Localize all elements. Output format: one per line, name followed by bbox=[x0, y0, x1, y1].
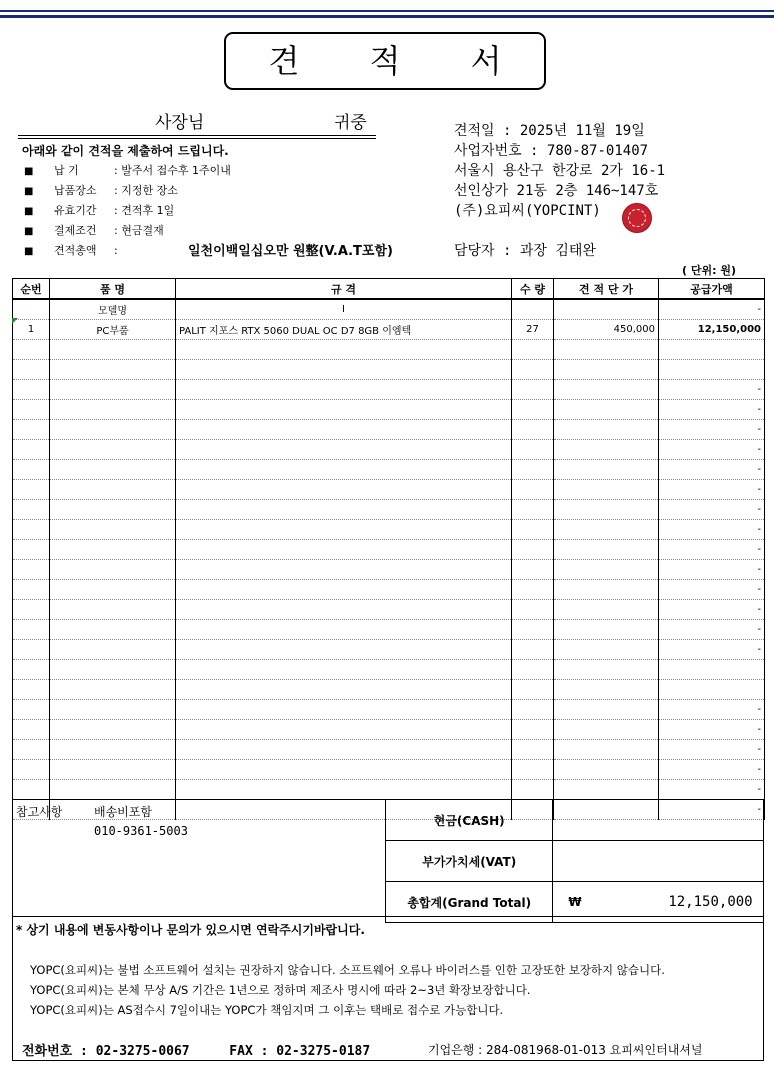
cell-price bbox=[554, 620, 659, 640]
cell-qty bbox=[512, 380, 554, 400]
cell-qty bbox=[512, 440, 554, 460]
cell-supply: - bbox=[659, 700, 765, 720]
table-row bbox=[13, 540, 765, 560]
cell-no bbox=[13, 580, 50, 600]
table-row bbox=[13, 440, 765, 460]
cell-no bbox=[13, 440, 50, 460]
policy-line-2: YOPC(요피씨)는 본체 무상 A/S 기간은 1년으로 정하며 제조사 명시에 따라 2~3년 확장보장합니다. bbox=[30, 983, 531, 997]
cell-item bbox=[50, 560, 176, 580]
cell-spec bbox=[176, 560, 512, 580]
address-line-2: 선인상가 21동 2층 146~147호 bbox=[454, 183, 659, 199]
table-row bbox=[13, 480, 765, 500]
cell-item: PC부품 bbox=[50, 320, 176, 340]
cell-price bbox=[554, 520, 659, 540]
cell-no bbox=[13, 540, 50, 560]
footer-bank: 기업은행 : 284-081968-01-013 요피씨인터내셔널 bbox=[428, 1043, 703, 1057]
cell-price bbox=[554, 680, 659, 700]
cell-spec bbox=[176, 400, 512, 420]
cell-marker-icon bbox=[12, 318, 18, 324]
cell-price bbox=[554, 640, 659, 660]
cell-spec bbox=[176, 680, 512, 700]
cell-supply: - bbox=[659, 800, 765, 820]
policy-line-1: YOPC(요피씨)는 불법 소프트웨어 설치는 권장하지 않습니다. 소프트웨어 오류나 바이러스를 인한 고장또한 보장하지 않습니다. bbox=[30, 963, 665, 977]
cell-price bbox=[554, 400, 659, 420]
cell-item bbox=[50, 600, 176, 620]
cash-value bbox=[553, 800, 764, 841]
vat-value bbox=[553, 841, 764, 882]
footer-contact bbox=[22, 1040, 370, 1059]
term-total: ■ 견적총액 : bbox=[24, 244, 118, 257]
cell-item: 모델명 bbox=[50, 299, 176, 320]
cell-qty bbox=[512, 500, 554, 520]
cell-no bbox=[13, 400, 50, 420]
table-row bbox=[13, 460, 765, 480]
cell-spec bbox=[176, 620, 512, 640]
recipient-name: 사장님 bbox=[155, 113, 205, 133]
cell-supply: - bbox=[659, 420, 765, 440]
cell-qty bbox=[512, 640, 554, 660]
square-bullet-icon: ■ bbox=[24, 186, 34, 197]
notice-text: * 상기 내용에 변동사항이나 문의가 있으시면 연락주시기바랍니다. bbox=[16, 923, 365, 937]
table-row bbox=[13, 760, 765, 780]
square-bullet-icon: ■ bbox=[24, 166, 34, 177]
cell-supply: - bbox=[659, 620, 765, 640]
footer-rule bbox=[12, 1060, 764, 1061]
recipient-underline-2 bbox=[18, 138, 376, 139]
table-row bbox=[13, 780, 765, 800]
cell-supply bbox=[659, 660, 765, 680]
cell-supply: - bbox=[659, 520, 765, 540]
term-payment: ■ 결제조건 : 현금결재 bbox=[24, 224, 164, 237]
square-bullet-icon: ■ bbox=[24, 246, 34, 257]
cell-no bbox=[13, 380, 50, 400]
col-price: 견 적 단 가 bbox=[554, 279, 659, 300]
cell-supply bbox=[659, 680, 765, 700]
table-row bbox=[13, 299, 765, 320]
cell-qty bbox=[512, 520, 554, 540]
cell-spec bbox=[176, 760, 512, 780]
cell-item bbox=[50, 480, 176, 500]
cell-no bbox=[13, 520, 50, 540]
cell-no bbox=[13, 740, 50, 760]
table-row bbox=[13, 500, 765, 520]
table-row bbox=[13, 580, 765, 600]
cell-price bbox=[554, 480, 659, 500]
quote-table bbox=[12, 278, 765, 820]
col-item: 품 명 bbox=[50, 279, 176, 300]
cash-label: 현금(CASH) bbox=[386, 800, 553, 841]
cell-qty bbox=[512, 560, 554, 580]
cell-spec: PALIT 지포스 RTX 5060 DUAL OC D7 8GB 이엠텍 bbox=[176, 320, 512, 340]
cell-qty bbox=[512, 740, 554, 760]
cell-spec bbox=[176, 640, 512, 660]
table-row bbox=[13, 600, 765, 620]
cell-qty bbox=[512, 760, 554, 780]
cell-supply: - bbox=[659, 580, 765, 600]
top-rule-thick bbox=[0, 15, 774, 18]
table-row bbox=[13, 700, 765, 720]
cell-price bbox=[554, 760, 659, 780]
cell-spec bbox=[176, 600, 512, 620]
company-seal-icon bbox=[622, 203, 652, 233]
cell-qty bbox=[512, 620, 554, 640]
cell-item bbox=[50, 680, 176, 700]
cell-price bbox=[554, 700, 659, 720]
cell-qty bbox=[512, 600, 554, 620]
notes-label: 참고사항 bbox=[16, 805, 63, 819]
cell-price bbox=[554, 540, 659, 560]
cell-spec bbox=[176, 500, 512, 520]
cell-item bbox=[50, 640, 176, 660]
table-row bbox=[13, 660, 765, 680]
cell-supply: - bbox=[659, 600, 765, 620]
cell-no bbox=[13, 460, 50, 480]
cell-spec bbox=[176, 340, 512, 360]
cell-qty bbox=[512, 700, 554, 720]
cell-price bbox=[554, 460, 659, 480]
cell-price bbox=[554, 780, 659, 800]
cell-supply: - bbox=[659, 480, 765, 500]
table-row bbox=[13, 720, 765, 740]
cell-spec bbox=[176, 780, 512, 800]
cell-qty bbox=[512, 780, 554, 800]
intro-text: 아래와 같이 견적을 제출하여 드립니다. bbox=[22, 144, 229, 158]
cell-qty bbox=[512, 580, 554, 600]
vat-label: 부가가치세(VAT) bbox=[386, 841, 553, 882]
table-row bbox=[13, 420, 765, 440]
square-bullet-icon: ■ bbox=[24, 226, 34, 237]
cell-no bbox=[13, 299, 50, 320]
cell-price bbox=[554, 380, 659, 400]
cell-no bbox=[13, 720, 50, 740]
contact-person: 담당자 : 과장 김태완 bbox=[454, 243, 596, 259]
notes-text: 배송비포함 bbox=[94, 805, 152, 819]
cell-price bbox=[554, 560, 659, 580]
table-row bbox=[13, 620, 765, 640]
cell-price bbox=[554, 299, 659, 320]
cell-spec bbox=[176, 740, 512, 760]
cell-qty bbox=[512, 340, 554, 360]
cell-qty bbox=[512, 480, 554, 500]
cell-no bbox=[13, 340, 50, 360]
cell-item bbox=[50, 420, 176, 440]
cell-item bbox=[50, 440, 176, 460]
cell-supply bbox=[659, 360, 765, 380]
cell-supply: - bbox=[659, 460, 765, 480]
cell-item bbox=[50, 580, 176, 600]
cell-no bbox=[13, 660, 50, 680]
cell-price bbox=[554, 500, 659, 520]
cell-no bbox=[13, 600, 50, 620]
cell-supply: - bbox=[659, 400, 765, 420]
notes-phone: 010-9361-5003 bbox=[94, 824, 188, 838]
cell-item bbox=[50, 520, 176, 540]
table-row bbox=[13, 360, 765, 380]
cell-item bbox=[50, 400, 176, 420]
cell-no bbox=[13, 640, 50, 660]
cell-supply: 12,150,000 bbox=[659, 320, 765, 340]
cell-spec bbox=[176, 580, 512, 600]
cell-supply: - bbox=[659, 560, 765, 580]
cell-qty bbox=[512, 400, 554, 420]
cell-item bbox=[50, 720, 176, 740]
cell-supply: - bbox=[659, 540, 765, 560]
cell-price bbox=[554, 340, 659, 360]
col-spec: 규 격 bbox=[176, 279, 512, 300]
cell-no bbox=[13, 700, 50, 720]
table-row bbox=[13, 680, 765, 700]
term-validity: ■ 유효기간 : 견적후 1일 bbox=[24, 204, 175, 217]
term-place: ■ 납품장소 : 지정한 장소 bbox=[24, 184, 178, 197]
grand-total-label: 총합계(Grand Total) bbox=[386, 882, 553, 923]
cell-item bbox=[50, 620, 176, 640]
business-number: 사업자번호 : 780-87-01407 bbox=[454, 143, 649, 159]
cell-spec bbox=[176, 460, 512, 480]
cell-item bbox=[50, 660, 176, 680]
recipient-honorific: 귀중 bbox=[334, 113, 367, 133]
cell-no bbox=[13, 780, 50, 800]
col-no: 순번 bbox=[13, 279, 50, 300]
document-title: 견 적 서 bbox=[224, 32, 546, 90]
cell-supply: - bbox=[659, 380, 765, 400]
cell-price bbox=[554, 660, 659, 680]
unit-label: ( 단위: 원) bbox=[682, 264, 736, 277]
table-row bbox=[13, 740, 765, 760]
cell-qty bbox=[512, 299, 554, 320]
cell-no bbox=[13, 680, 50, 700]
cell-price bbox=[554, 580, 659, 600]
col-supply: 공급가액 bbox=[659, 279, 765, 300]
cell-item bbox=[50, 500, 176, 520]
cell-qty bbox=[512, 660, 554, 680]
cell-spec bbox=[176, 480, 512, 500]
cell-item bbox=[50, 760, 176, 780]
cell-supply: - bbox=[659, 740, 765, 760]
totals-table bbox=[385, 799, 764, 923]
cell-supply bbox=[659, 340, 765, 360]
footer-fax: FAX : 02-3275-0187 bbox=[229, 1044, 371, 1059]
cell-no: 1 bbox=[13, 320, 50, 340]
cell-spec bbox=[176, 660, 512, 680]
cell-item bbox=[50, 700, 176, 720]
cell-price bbox=[554, 720, 659, 740]
footer-phone: 전화번호 : 02-3275-0067 bbox=[22, 1044, 190, 1059]
cell-no bbox=[13, 480, 50, 500]
cell-price: 450,000 bbox=[554, 320, 659, 340]
cell-price bbox=[554, 440, 659, 460]
term-delivery: ■ 납 기 : 발주서 접수후 1주이내 bbox=[24, 164, 231, 177]
address-line-1: 서울시 용산구 한강로 2가 16-1 bbox=[454, 163, 666, 179]
cell-no bbox=[13, 560, 50, 580]
cell-no bbox=[13, 420, 50, 440]
square-bullet-icon: ■ bbox=[24, 206, 34, 217]
cell-price bbox=[554, 600, 659, 620]
cell-qty: 27 bbox=[512, 320, 554, 340]
cell-item bbox=[50, 380, 176, 400]
table-row bbox=[13, 640, 765, 660]
cell-supply: - bbox=[659, 720, 765, 740]
cell-supply: - bbox=[659, 760, 765, 780]
amount-in-words: 일천이백일십오만 원整(V.A.T포함) bbox=[188, 244, 393, 259]
cell-qty bbox=[512, 680, 554, 700]
table-row bbox=[13, 340, 765, 360]
cell-item bbox=[50, 740, 176, 760]
cell-price bbox=[554, 360, 659, 380]
cell-item bbox=[50, 540, 176, 560]
cell-no bbox=[13, 620, 50, 640]
cell-item bbox=[50, 460, 176, 480]
cell-price bbox=[554, 740, 659, 760]
cell-price bbox=[554, 420, 659, 440]
cell-spec bbox=[176, 380, 512, 400]
cell-qty bbox=[512, 720, 554, 740]
won-currency-icon: ₩ bbox=[568, 895, 582, 909]
table-row bbox=[13, 320, 765, 340]
company-name: (주)요피씨(YOPCINT) bbox=[454, 203, 601, 219]
cell-spec bbox=[176, 700, 512, 720]
cell-spec bbox=[176, 540, 512, 560]
table-row bbox=[13, 560, 765, 580]
cell-item bbox=[50, 340, 176, 360]
cell-spec bbox=[176, 360, 512, 380]
cell-qty bbox=[512, 540, 554, 560]
table-row bbox=[13, 400, 765, 420]
cell-item bbox=[50, 360, 176, 380]
cell-supply: - bbox=[659, 500, 765, 520]
cell-item bbox=[50, 780, 176, 800]
cell-spec bbox=[176, 720, 512, 740]
cell-spec: I bbox=[176, 299, 512, 320]
cell-no bbox=[13, 760, 50, 780]
issue-date: 견적일 : 2025년 11월 19일 bbox=[454, 123, 645, 139]
cell-supply: - bbox=[659, 440, 765, 460]
top-rule bbox=[0, 10, 774, 12]
cell-supply: - bbox=[659, 299, 765, 320]
policy-line-3: YOPC(요피씨)는 AS접수시 7일이내는 YOPC가 책임지며 그 이후는 택배로 접수로 가능합니다. bbox=[30, 1003, 504, 1017]
cell-spec bbox=[176, 440, 512, 460]
cell-no bbox=[13, 500, 50, 520]
cell-qty bbox=[512, 420, 554, 440]
cell-qty bbox=[512, 360, 554, 380]
cell-supply: - bbox=[659, 640, 765, 660]
cell-supply: - bbox=[659, 780, 765, 800]
cell-no bbox=[13, 360, 50, 380]
table-row bbox=[13, 380, 765, 400]
cell-spec bbox=[176, 420, 512, 440]
table-row bbox=[13, 520, 765, 540]
col-qty: 수 량 bbox=[512, 279, 554, 300]
cell-qty bbox=[512, 460, 554, 480]
table-header bbox=[13, 279, 765, 300]
cell-spec bbox=[176, 520, 512, 540]
recipient-underline bbox=[18, 135, 376, 136]
grand-total-value: 12,150,000 bbox=[668, 894, 753, 910]
